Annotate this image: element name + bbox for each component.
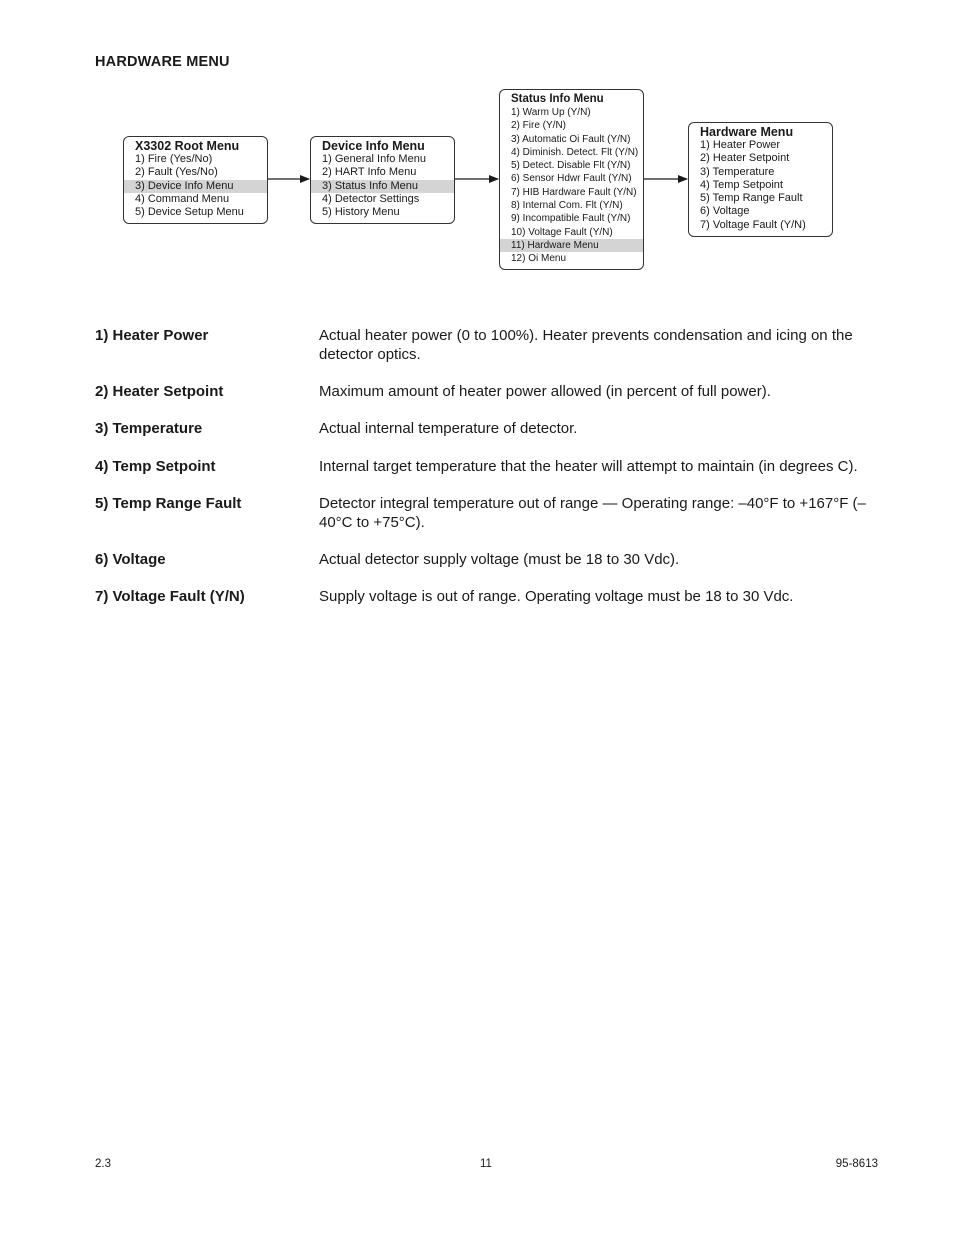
device-menu-item-highlighted: 3) Status Info Menu bbox=[311, 180, 454, 193]
device-menu-item: 2) HART Info Menu bbox=[322, 166, 417, 179]
status-menu-item: 7) HIB Hardware Fault (Y/N) bbox=[511, 186, 637, 198]
hardware-menu-item: 6) Voltage bbox=[700, 205, 750, 218]
root-menu-title: X3302 Root Menu bbox=[135, 139, 240, 153]
status-menu-item: 1) Warm Up (Y/N) bbox=[511, 107, 591, 118]
footer-revision: 2.3 bbox=[95, 1158, 111, 1170]
device-info-menu-box bbox=[310, 136, 455, 224]
status-menu-item: 3) Automatic Oi Fault (Y/N) bbox=[511, 133, 631, 145]
status-menu-title: Status Info Menu bbox=[511, 93, 604, 105]
footer-page-number: 11 bbox=[480, 1158, 492, 1170]
footer-document-number: 95-8613 bbox=[835, 1158, 878, 1170]
root-menu-item: 2) Fault (Yes/No) bbox=[135, 166, 218, 179]
root-menu-item: 5) Device Setup Menu bbox=[135, 206, 244, 219]
status-menu-item: 2) Fire (Y/N) bbox=[511, 120, 566, 132]
status-menu-item: 9) Incompatible Fault (Y/N) bbox=[511, 213, 631, 225]
status-menu-item: 12) Oi Menu bbox=[511, 253, 567, 265]
hardware-menu-box bbox=[688, 122, 833, 237]
status-menu-item-highlighted: 11) Hardware Menu bbox=[500, 239, 643, 252]
definition-description: Detector integral temperature out of range — Operating range: –40°F to +167°F (–40°C to +75°C). bbox=[319, 495, 866, 531]
definition-term: 1) Heater Power bbox=[95, 327, 209, 344]
definition-description: Actual heater power (0 to 100%). Heater prevents condensation and icing on the detector optics. bbox=[319, 327, 853, 363]
hardware-menu-item: 7) Voltage Fault (Y/N) bbox=[700, 218, 806, 231]
status-menu-item: 5) Detect. Disable Flt (Y/N) bbox=[511, 160, 631, 172]
hardware-menu-item: 5) Temp Range Fault bbox=[700, 192, 803, 205]
page-heading: HARDWARE MENU bbox=[95, 54, 230, 70]
status-info-menu-box bbox=[499, 89, 644, 270]
status-menu-item: 4) Diminish. Detect. Flt (Y/N) bbox=[511, 146, 639, 158]
definition-term: 7) Voltage Fault (Y/N) bbox=[95, 588, 245, 605]
definition-term: 2) Heater Setpoint bbox=[95, 383, 224, 400]
root-menu-item: 1) Fire (Yes/No) bbox=[135, 153, 213, 165]
definition-description: Actual internal temperature of detector. bbox=[319, 420, 578, 437]
definition-term: 6) Voltage bbox=[95, 551, 166, 568]
hardware-menu-title: Hardware Menu bbox=[700, 125, 794, 139]
status-menu-item: 8) Internal Com. Flt (Y/N) bbox=[511, 200, 623, 212]
hardware-menu-item: 3) Temperature bbox=[700, 165, 775, 178]
device-menu-title: Device Info Menu bbox=[322, 139, 425, 153]
definition-term: 5) Temp Range Fault bbox=[95, 495, 242, 512]
hardware-menu-item: 4) Temp Setpoint bbox=[700, 178, 783, 191]
definition-term: 4) Temp Setpoint bbox=[95, 458, 216, 475]
hardware-menu-item: 2) Heater Setpoint bbox=[700, 152, 790, 165]
device-menu-item: 4) Detector Settings bbox=[322, 192, 420, 205]
definition-description: Maximum amount of heater power allowed (in percent of full power). bbox=[319, 383, 771, 400]
status-menu-item: 6) Sensor Hdwr Fault (Y/N) bbox=[511, 173, 632, 185]
status-menu-item: 10) Voltage Fault (Y/N) bbox=[511, 226, 613, 238]
device-menu-item: 5) History Menu bbox=[322, 206, 400, 219]
definition-description: Internal target temperature that the heater will attempt to maintain (in degrees C). bbox=[319, 458, 858, 475]
hardware-menu-item: 1) Heater Power bbox=[700, 139, 781, 151]
root-menu-item-highlighted: 3) Device Info Menu bbox=[124, 180, 267, 193]
definition-term: 3) Temperature bbox=[95, 420, 203, 437]
definition-description: Supply voltage is out of range. Operating voltage must be 18 to 30 Vdc. bbox=[319, 588, 794, 605]
device-menu-item: 1) General Info Menu bbox=[322, 153, 426, 165]
root-menu-box bbox=[123, 136, 268, 224]
root-menu-item: 4) Command Menu bbox=[135, 192, 230, 205]
definition-description: Actual detector supply voltage (must be 18 to 30 Vdc). bbox=[319, 551, 680, 568]
